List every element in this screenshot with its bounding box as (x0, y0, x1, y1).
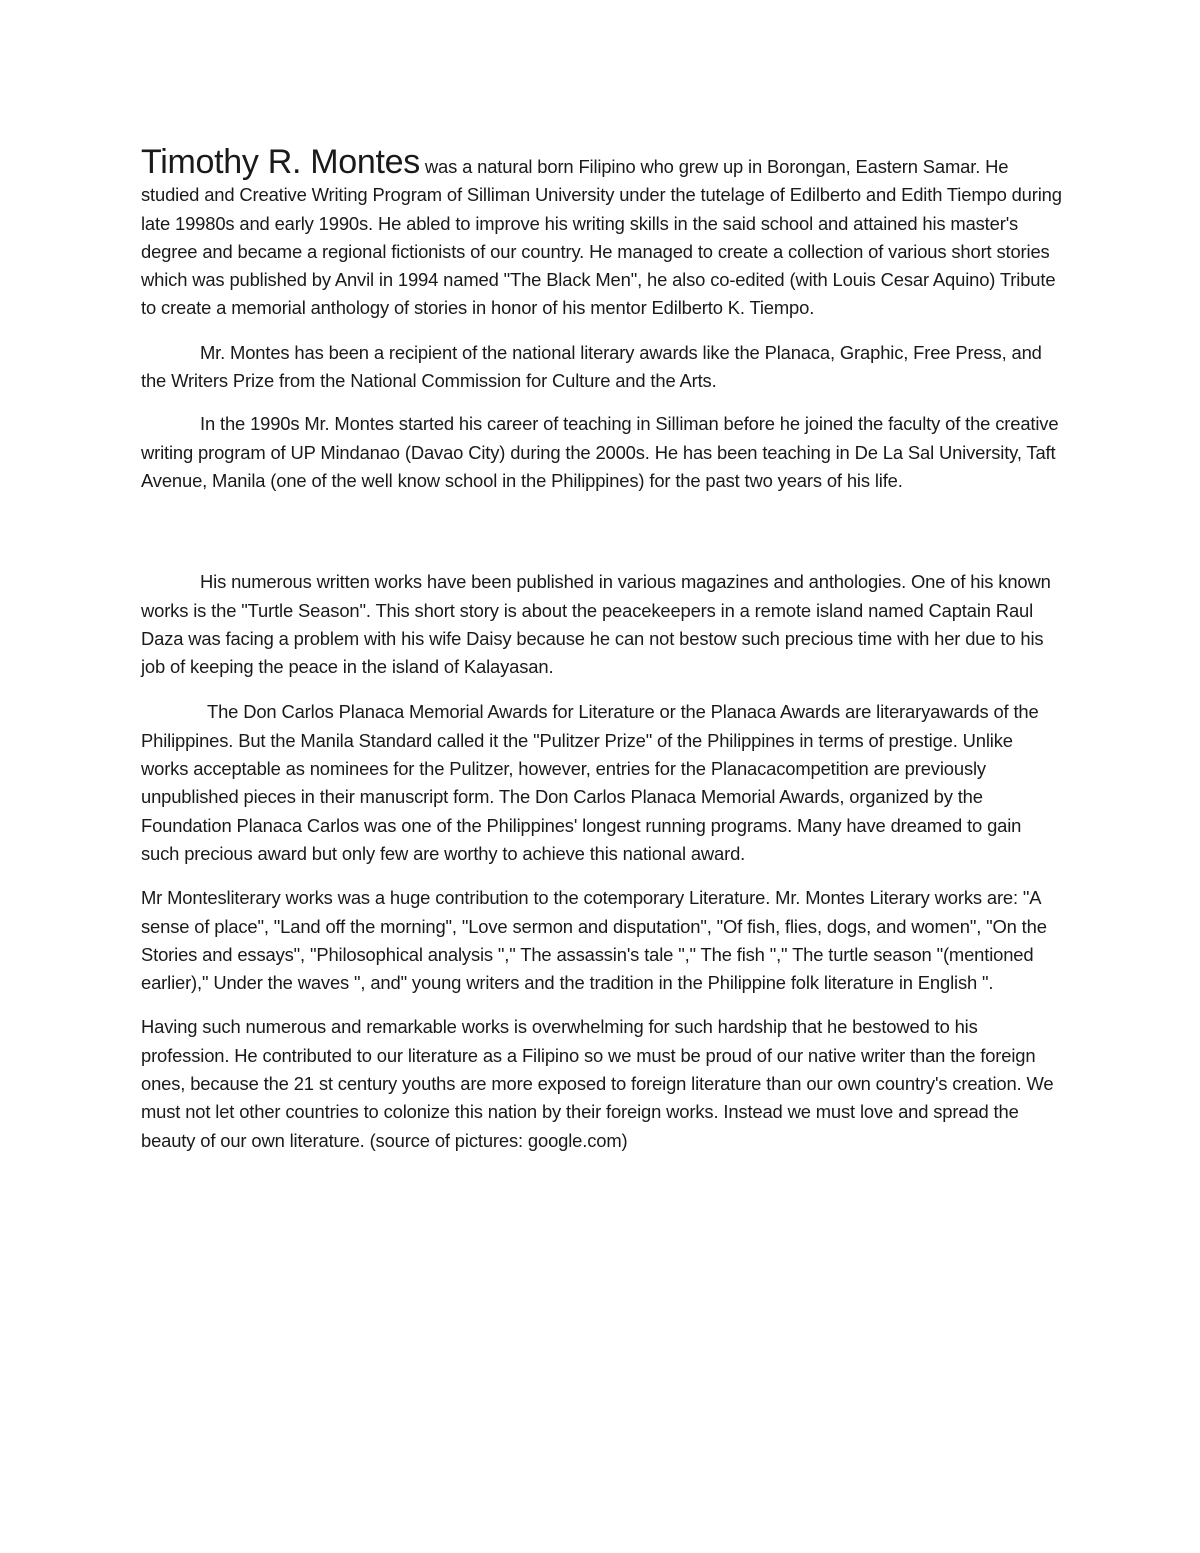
paragraph-intro-text: was a natural born Filipino who grew up in Borongan, Eastern Samar. He studied and Creative Writing Program of Silliman University under the tutelage of Edilberto and Edith Tiempo during late 19980s and early 1990s. He abled to improve his writing skills in the said school and attained his master's degree and became a regional fictionists of our country. He managed to create a collection of various short stories which was published by Anvil in 1994 named "The Black Men", he also co-edited (with Louis Cesar Aquino) Tribute to create a memorial anthology of stories in honor of his mentor Edilberto K. Tiempo. (141, 156, 1062, 319)
paragraph-literary-works: Mr Montesliterary works was a huge contribution to the cotemporary Literature. Mr. Montes Literary works are: "A sense of place", "Land off the morning", "Love sermon and disputation", "Of fish, flies, dogs, and women", "On the Stories and essays", "Philosophical analysis "," The assassin's tale "," The fish "," The turtle season "(mentioned earlier)," Under the waves ", and" young writers and the tradition in the Philippine folk literature in English ". (141, 887, 1047, 994)
paragraph-teaching-career: In the 1990s Mr. Montes started his career of teaching in Silliman before he joined the faculty of the creative writing program of UP Mindanao (Davao City) during the 2000s. He has been teaching in De La Sal University, Taft Avenue, Manila (one of the well know school in the Philippines) for the past two years of his life. (141, 413, 1059, 491)
paragraph-awards: Mr. Montes has been a recipient of the national literary awards like the Planaca, Graphic, Free Press, and the Writers Prize from the National Commission for Culture and the Arts. (141, 341, 1042, 392)
document-body (141, 143, 1063, 1155)
title-name: Timothy R. Montes (141, 143, 420, 181)
paragraph-turtle-season: His numerous written works have been published in various magazines and anthologies. One of his known works is the "Turtle Season". This short story is about the peacekeepers in a remote island named Captain Raul Daza was facing a problem with his wife Daisy because he can not bestow such precious time with her due to his job of keeping the peace in the island of Kalayasan. (141, 571, 1051, 678)
paragraph-planaca-awards: The Don Carlos Planaca Memorial Awards for Literature or the Planaca Awards are literaryawards of the Philippines. But the Manila Standard called it the "Pulitzer Prize" of the Philippines in terms of prestige. Unlike works acceptable as nominees for the Pulitzer, however, entries for the Planacacompetition are previously unpublished pieces in their manuscript form. The Don Carlos Planaca Memorial Awards, organized by the Foundation Planaca Carlos was one of the Philippines' longest running programs. Many have dreamed to gain such precious award but only few are worthy to achieve this national award. (141, 701, 1039, 864)
paragraph-intro (141, 143, 1063, 323)
paragraph-conclusion: Having such numerous and remarkable works is overwhelming for such hardship that he bestowed to his profession. He contributed to our literature as a Filipino so we must be proud of our native writer than the foreign ones, because the 21 st century youths are more exposed to foreign literature than our own country's creation. We must not let other countries to colonize this nation by their foreign works. Instead we must love and spread the beauty of our own literature. (source of pictures: google.com) (141, 1016, 1054, 1151)
